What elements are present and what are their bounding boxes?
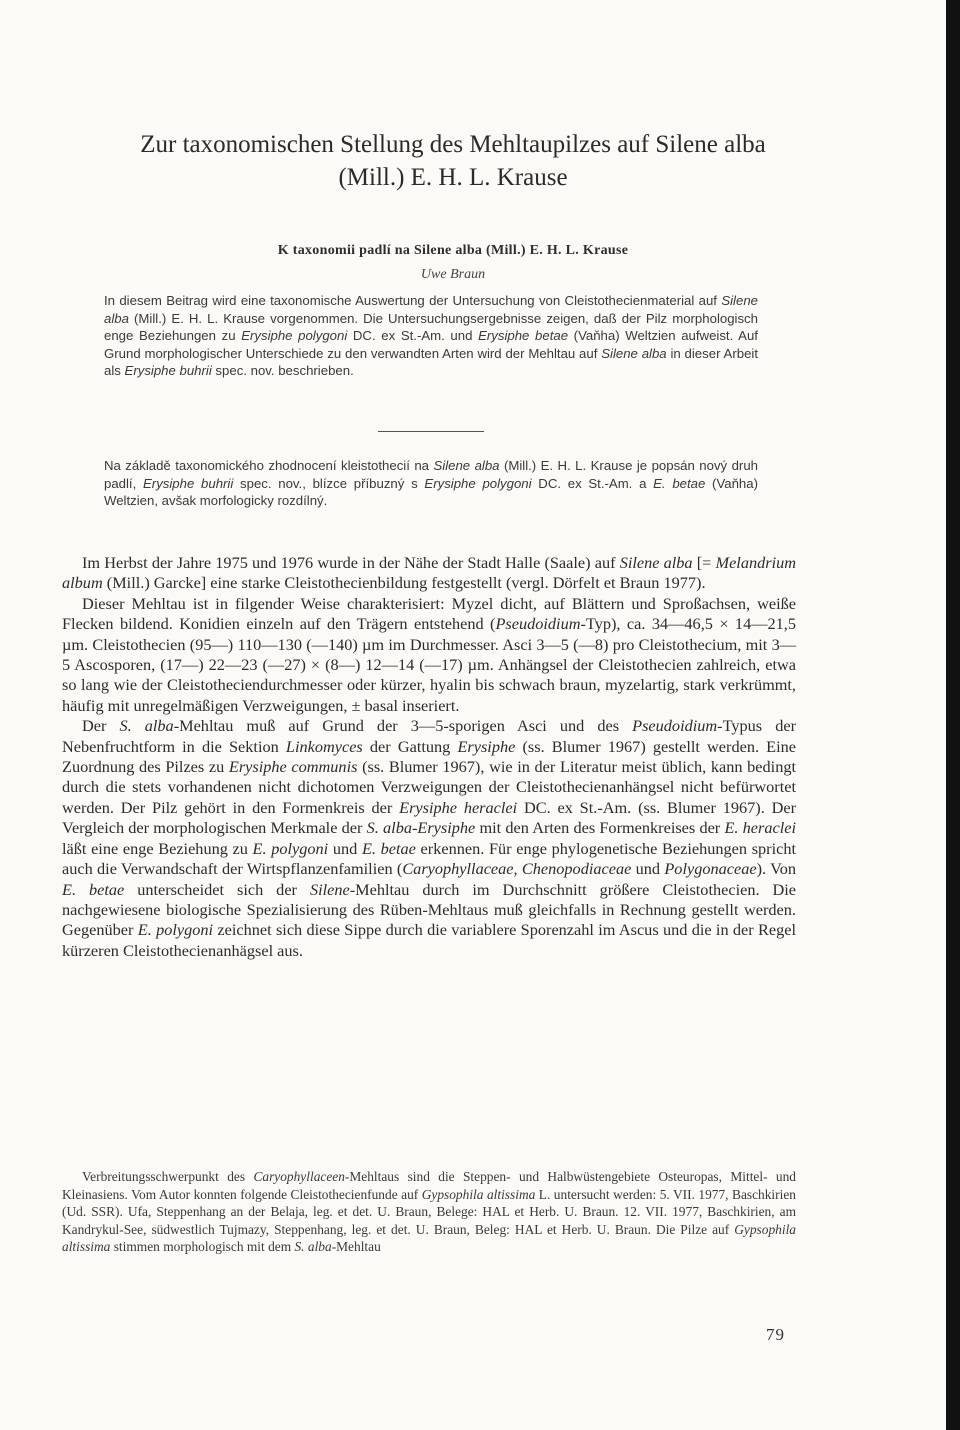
footnote-text: L. untersucht werden: 5. VII. 1977, Baschkirien (Ud. SSR). Ufa, Steppenhang an der Belaja, leg. et det. U. Braun, Belege: HAL et Herb. U. Braun. 12. VII. 1977, Baschkirien, am Kandrykul-See, südwestlich Tujmazy, Steppenhang, leg. et det. U. Braun, Beleg: HAL et Herb. U. Braun. Die Pilze auf	[62, 1186, 796, 1237]
body-italic-run: Silene alba	[619, 553, 693, 572]
body-italic-run: Erysiphe communis	[228, 757, 358, 777]
abstract-german-italic: Erysiphe buhrii	[124, 363, 212, 379]
body-italic-run: Pseudoidium	[495, 614, 581, 634]
body-text-run: [=	[692, 553, 716, 572]
abstract-german-text: DC. ex St.-Am. und	[347, 328, 479, 344]
abstract-german-text: In diesem Beitrag wird eine taxonomische Auswertung der Untersuchung von Cleistothecienmaterial auf	[104, 293, 722, 308]
abstract-german-italic: Erysiphe betae	[478, 328, 569, 344]
body-text-run: (ss. Blumer 1967), wie in der Literatur meist üblich, kann bedingt durch die stets vorhandenen nicht dichotomen Verzweigungen der Cleistothecienanhängsel nicht befürwortet werden. Der Pilz gehört in den Formenkreis der	[62, 757, 797, 817]
abstract-german	[104, 292, 758, 380]
body-italic-run: E. polygoni	[252, 838, 329, 858]
body-italic-run: E. betae	[62, 879, 125, 899]
footnote-paragraph	[62, 1168, 796, 1256]
article-title	[60, 128, 846, 194]
abstract-czech-text: (Mill.) E. H. L. Krause je popsán nový druh padlí,	[104, 458, 758, 491]
body-text-run: zeichnet sich diese Sippe durch die variablere Sporenzahl im Ascus und die in der Regel kürzeren Cleistothecienanhägsel aus.	[62, 920, 797, 960]
body-text-run: Der	[82, 716, 120, 736]
body-text-run: -Mehltau durch im Durchschnitt größere Cleistothecien. Die nachgewiesene biologische Spezialisierung des Rüben-Mehltaus muß gleichfalls in Rechnung gestellt werden. Gegenüber	[62, 879, 797, 940]
article-title-line-1: Zur taxonomischen Stellung des Mehltaupilzes auf Silene alba	[140, 131, 766, 158]
body-text-run: erkennen. Für enge phylogenetische Beziehungen spricht auch die Verwandschaft der Wirtspflanzenfamilien (	[62, 838, 797, 879]
abstract-german-text: (Mill.) E. H. L. Krause vorgenommen. Die Untersuchungsergebnisse zeigen, daß der Pilz morphologisch enge Beziehungen zu	[104, 310, 758, 344]
footnote-text: stimmen morphologisch mit dem	[110, 1239, 295, 1254]
body-text-run: -Mehltau muß auf Grund der 3—5-sporigen Asci und des	[173, 716, 633, 736]
body-text-run: -Typ), ca. 34—46,5 × 14—21,5 µm. Cleistothecien (95—) 110—130 (—140) µm im Durchmesser. Asci 3—5 (—8) pro Cleistothecium, mit 3—5 Ascosporen, (17—) 22—23 (—27) × (8—) 12—14 (—17) µm. Anhängsel der Cleistothecien zahlreich, etwa so lang wie der Cleistotheciendurchmesser oder kürzer, hyalin bis schwach braun, myzelartig, stark verkrümmt, häufig mit unregelmäßigen Verzweigungen, ± basal inseriert.	[62, 614, 796, 715]
body-italic-run: S. alba	[119, 716, 174, 736]
abstract-czech-text: (Vaňha) Weltzien, avšak morfologicky rozdílný.	[104, 475, 758, 509]
footnote-italic: Gypsophila altissima	[62, 1221, 796, 1254]
body-italic-run: E. betae	[361, 838, 416, 858]
abstract-german-text: spec. nov. beschrieben.	[211, 363, 354, 379]
abstract-german-italic: Silene alba	[104, 293, 758, 326]
body-text-run: läßt eine enge Beziehung zu	[62, 838, 253, 858]
footnote-text: Verbreitungsschwerpunkt des	[82, 1169, 254, 1184]
body-italic-run: Pseudoidium	[632, 716, 718, 736]
abstract-czech-italic: Silene alba	[433, 458, 500, 473]
separator-rule	[378, 431, 484, 432]
body-text-run: -Typus der Nebenfruchtform in die Sektion	[62, 716, 796, 756]
scan-edge-shadow	[946, 0, 960, 1430]
body-italic-run: Polygonaceae	[664, 859, 757, 879]
article-title-line-2: (Mill.) E. H. L. Krause	[338, 164, 568, 191]
abstract-czech-text: Na základě taxonomického zhodnocení kleistothecií na	[104, 458, 434, 473]
abstract-german-italic: Erysiphe polygoni	[241, 328, 348, 344]
abstract-german-italic: Silene alba	[601, 345, 667, 361]
body-text-run: Dieser Mehltau ist in filgender Weise charakterisiert: Myzel dicht, auf Blättern und Sproßachsen, weiße Flecken bildend. Konidien einzeln auf den Trägern entstehend (	[62, 593, 796, 634]
body-text-run: Im Herbst der Jahre 1975 und 1976 wurde in der Nähe der Stadt Halle (Saale) auf	[82, 553, 620, 572]
body-italic-run: Erysiphe	[457, 736, 516, 756]
body-text-run: der Gattung	[362, 736, 458, 756]
footnote-italic: Caryophyllaceen	[253, 1169, 345, 1184]
footnote-italic: Gypsophila altissima	[421, 1186, 536, 1202]
body-text-run: und	[328, 838, 362, 858]
footnote-text: -Mehltaus sind die Steppen- und Halbwüstengebiete Osteuropas, Mittel- und Kleinasiens. Vom Autor konnten folgende Cleistothecienfunde auf	[62, 1169, 796, 1202]
body-text-run: DC. ex St.-Am. (ss. Blumer 1967). Der Vergleich der morphologischen Merkmale der	[62, 797, 796, 838]
body-text-run: ). Von	[756, 859, 797, 879]
abstract-german-text: in dieser Arbeit als	[104, 345, 758, 379]
abstract-czech-italic: Erysiphe buhrii	[143, 475, 234, 491]
abstract-czech-text: spec. nov., blízce příbuzný s	[233, 475, 425, 491]
body-italic-run: E. polygoni	[137, 920, 214, 940]
body-italic-run: S. alba-Erysiphe	[366, 818, 476, 838]
abstract-german-text: (Vaňha) Weltzien aufweist. Auf Grund morphologischer Unterschiede zu den verwandten Arten wird der Mehltau auf	[104, 328, 758, 361]
footnote-italic: S. alba	[294, 1239, 332, 1254]
body-text	[62, 553, 796, 961]
body-italic-run: E. heraclei	[724, 818, 796, 838]
abstract-czech-text: DC. ex St.-Am. a	[531, 475, 654, 491]
abstract-czech	[104, 457, 758, 510]
body-text-run: (Mill.) Garcke] eine starke Cleistothecienbildung festgestellt (vergl. Dörfelt et Braun 1977).	[102, 573, 706, 593]
body-paragraph	[62, 594, 796, 716]
body-text-run: (ss. Blumer 1967) gestellt werden. Eine Zuordnung des Pilzes zu	[62, 736, 797, 777]
body-italic-run: Erysiphe heraclei	[399, 797, 518, 817]
body-italic-run: Linkomyces	[285, 736, 363, 756]
body-paragraph	[62, 553, 796, 594]
body-italic-run: Caryophyllaceae, Chenopodiaceae	[402, 859, 632, 879]
body-paragraph	[62, 716, 796, 961]
body-text-run: mit den Arten des Formenkreises der	[475, 818, 725, 838]
czech-subtitle: K taxonomii padlí na Silene alba (Mill.) E. H. L. Krause	[277, 243, 629, 258]
body-text-run: unterscheidet sich der	[124, 879, 310, 899]
body-italic-run: Melandrium album	[62, 553, 797, 593]
page-number: 79	[766, 1325, 785, 1344]
abstract-czech-italic: Erysiphe polygoni	[424, 475, 532, 491]
abstract-czech-italic: E. betae	[653, 475, 706, 491]
body-italic-run: Silene	[309, 879, 350, 899]
body-text-run: und	[631, 859, 665, 879]
author-name: Uwe Braun	[420, 267, 486, 282]
footnote-text: -Mehltau	[331, 1239, 381, 1254]
